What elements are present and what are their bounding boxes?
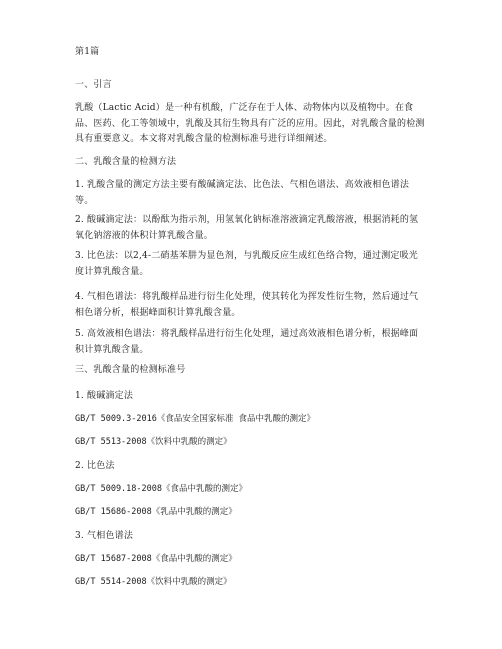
standard-entry: GB/T 5514-2008《饮料中乳酸的测定》 [75, 577, 232, 587]
section-heading-standards: 三、乳酸含量的检测标准号 [75, 365, 186, 375]
method-item-gas-chromatography: 4. 气相色谱法：将乳酸样品进行衍生化处理，使其转化为挥发性衍生物，然后通过气相色谱分析，根据峰面积计算乳酸含量。 [75, 292, 419, 318]
standard-entry: GB/T 15686-2008《乳品中乳酸的测定》 [75, 507, 237, 517]
method-item-hplc: 5. 高效液相色谱法：将乳酸样品进行衍生化处理，通过高效液相色谱分析，根据峰面积计算乳酸含量。 [75, 329, 419, 355]
method-item-overview: 1. 乳酸含量的测定方法主要有酸碱滴定法、比色法、气相色谱法、高效液相色谱法等。 [75, 180, 410, 206]
standard-entry: GB/T 15687-2008《食品中乳酸的测定》 [75, 554, 237, 564]
subsection-heading-titration: 1. 酸碱滴定法 [75, 391, 134, 401]
standard-entry: GB/T 5513-2008《饮料中乳酸的测定》 [75, 437, 232, 447]
subsection-heading-gas-chromatography: 3. 气相色谱法 [75, 531, 134, 541]
section-heading-methods: 二、乳酸含量的检测方法 [75, 157, 177, 167]
standard-entry: GB/T 5009.18-2008《食品中乳酸的测定》 [75, 484, 247, 494]
standard-entry: GB/T 5009.3-2016《食品安全国家标准 食品中乳酸的测定》 [75, 414, 315, 424]
method-item-colorimetric: 3. 比色法：以2,4-二硝基苯肼为显色剂，与乳酸反应生成红色络合物，通过测定吸光度计算乳酸含量。 [75, 251, 419, 277]
introduction-paragraph: 乳酸（Lactic Acid）是一种有机酸，广泛存在于人体、动物体内以及植物中。在食品、医药、化工等领域中，乳酸及其衍生物具有广泛的应用。因此，对乳酸含量的检测具有重要意义。本文将对乳酸含量的检测标准号进行详细阐述。 [75, 103, 425, 144]
section-heading-introduction: 一、引言 [75, 80, 112, 90]
subsection-heading-colorimetric: 2. 比色法 [75, 461, 115, 471]
part-label: 第1篇 [75, 47, 100, 57]
method-item-titration: 2. 酸碱滴定法：以酚酞为指示剂，用氢氧化钠标准溶液滴定乳酸溶液，根据消耗的氢氧化钠溶液的体积计算乳酸含量。 [75, 215, 419, 241]
